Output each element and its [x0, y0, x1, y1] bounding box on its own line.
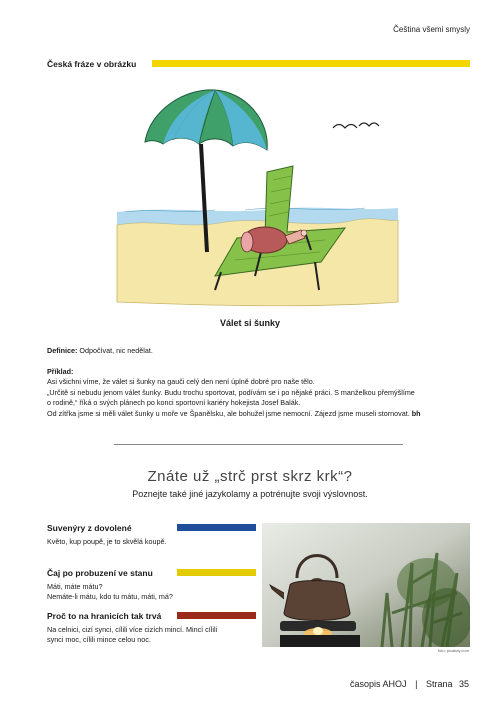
teapot-photo [262, 523, 470, 647]
example-text [47, 377, 477, 419]
section-accent-bar [152, 60, 470, 67]
tongue-twister-title: Suvenýry z dovolené [47, 523, 132, 533]
photo-credit: foto: pixabay.com [437, 648, 469, 653]
tongue-twister-accent-bar [177, 524, 256, 531]
beach-illustration [115, 80, 400, 310]
promo-subtitle: Poznejte také jiné jazykolamy a potrénujte svoji výslovnost. [132, 489, 368, 499]
definition [47, 346, 477, 357]
example-line: Asi všichni víme, že válet si šunky na gauči celý den není úplně dobré pro naše tělo. [47, 377, 315, 386]
tongue-twister-line: Nemáte-li mátu, kdo tu mátu, máti, má? [47, 592, 173, 601]
example-line [47, 409, 477, 420]
footer-page-number: 35 [458, 679, 469, 689]
promo-title: Znáte už „strč prst skrz krk“? [147, 468, 353, 485]
magazine-section-label: Čeština všemi smysly [393, 25, 470, 34]
footer-page-label: Strana [425, 679, 453, 689]
tongue-twister-line: Květo, kup poupě, je to skvělá koupě. [47, 537, 167, 546]
phrase-caption: Válet si šunky [219, 318, 281, 328]
tongue-twister-line: Na celnici, cizí synci, cílili více cizích mincí. Mincí cílili [47, 625, 218, 634]
footer-separator: | [415, 679, 418, 689]
tongue-twister-text [47, 537, 257, 547]
definition-text: Odpočívat, nic nedělat. [77, 346, 153, 355]
tongue-twister-accent-bar [177, 612, 256, 619]
example-line: „Určitě si nebudu jenom válet šunky. Budu trochu sportovat, podívám se i po nějaké práci. S manželkou přemýšlíme [47, 387, 415, 397]
tongue-twister-line: Máti, máte mátu? [47, 582, 103, 591]
tongue-twister-title: Proč to na hranicích tak trvá [47, 611, 162, 621]
section-divider [114, 444, 403, 445]
section-title: Česká fráze v obrázku [47, 59, 137, 69]
author-initials: bh [411, 408, 421, 418]
example-last-line: Od zítřka jsme si měli válet šunky u moře ve Španělsku, ale bohužel jsme nemocní. Zájezd jsme museli stornovat. [47, 408, 412, 418]
tongue-twister-title: Čaj po probuzení ve stanu [47, 568, 153, 578]
definition-label: Definice: [47, 346, 78, 355]
tongue-twister-text [47, 625, 257, 645]
example-line: o rodině,“ říká o svých plánech po konci sportovní kariéry hokejista Josef Balák. [47, 398, 301, 407]
tongue-twister-line: synci moc, cílili mince celou noc. [47, 635, 151, 644]
page-footer [350, 679, 469, 689]
example-title: Příklad: [47, 367, 74, 376]
tongue-twister-text [47, 582, 257, 602]
footer-magazine: časopis AHOJ [350, 679, 407, 689]
tongue-twister-accent-bar [177, 569, 256, 576]
